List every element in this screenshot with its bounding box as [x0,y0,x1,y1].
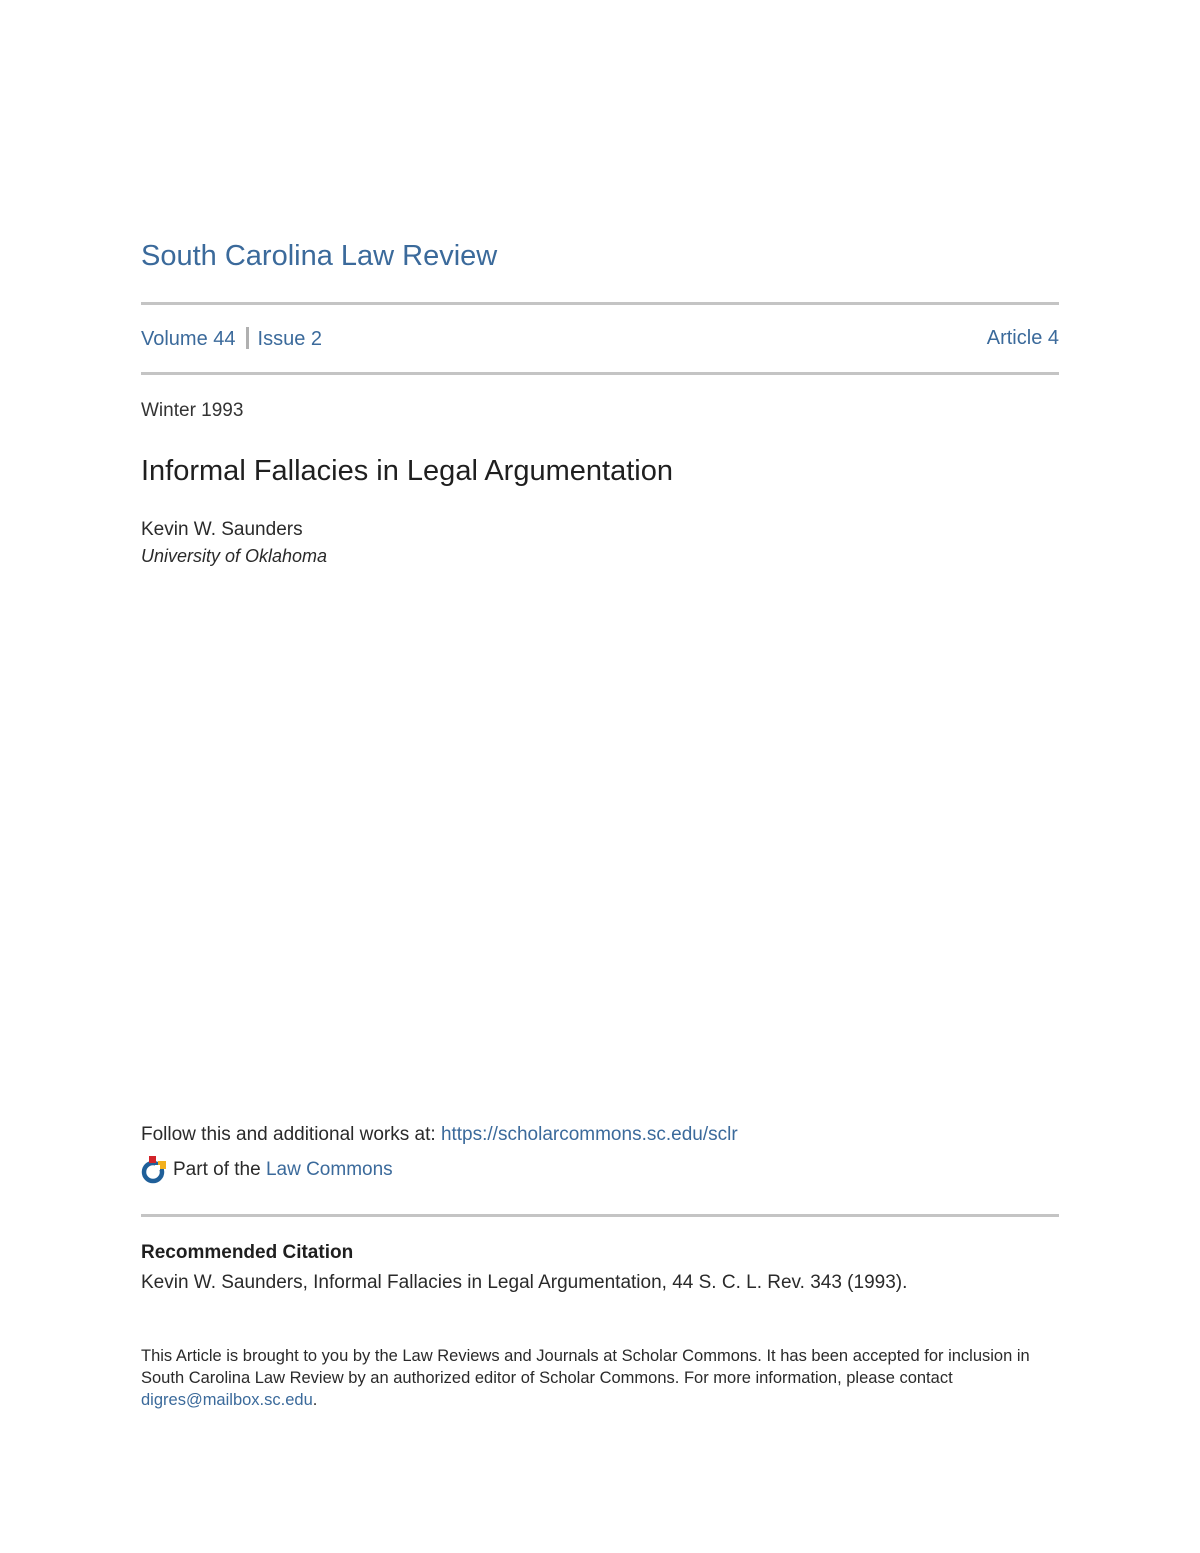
publication-date: Winter 1993 [141,400,244,421]
follow-prefix: Follow this and additional works at: [141,1124,441,1145]
author-name: Kevin W. Saunders [141,519,303,540]
divider-middle [141,372,1059,375]
divider-bottom [141,1214,1059,1217]
issue-row [141,327,1059,351]
recommended-citation-text: Kevin W. Saunders, Informal Fallacies in Legal Argumentation, 44 S. C. L. Rev. 343 (1993). [141,1272,908,1293]
author-affiliation: University of Oklahoma [141,546,328,566]
part-of-line [141,1155,393,1185]
issue-separator [246,327,249,349]
footer-note [141,1345,1059,1411]
divider-top [141,302,1059,305]
article-title: Informal Fallacies in Legal Argumentation [141,455,673,487]
follow-url-link[interactable]: https://scholarcommons.sc.edu/sclr [440,1124,738,1145]
cover-page [141,0,1059,1553]
issue-link[interactable]: Issue 2 [257,328,322,350]
part-of-prefix: Part of the [173,1159,261,1180]
article-link[interactable]: Article 4 [986,327,1059,349]
law-commons-link[interactable]: Law Commons [265,1159,393,1180]
follow-line [141,1124,738,1146]
recommended-citation-heading: Recommended Citation [141,1242,354,1263]
footer-text: This Article is brought to you by the Law Reviews and Journals at Scholar Commons. It has been accepted for inclusion in South Carolina Law Review by an authorized editor of Scholar Commons. For more information, please contact [141,1347,1030,1387]
footer-end: . [312,1391,318,1409]
contact-email-link[interactable]: digres@mailbox.sc.edu [141,1391,313,1409]
journal-title-link[interactable]: South Carolina Law Review [141,240,498,272]
bepress-network-icon [141,1155,169,1185]
volume-link[interactable]: Volume 44 [141,328,236,350]
